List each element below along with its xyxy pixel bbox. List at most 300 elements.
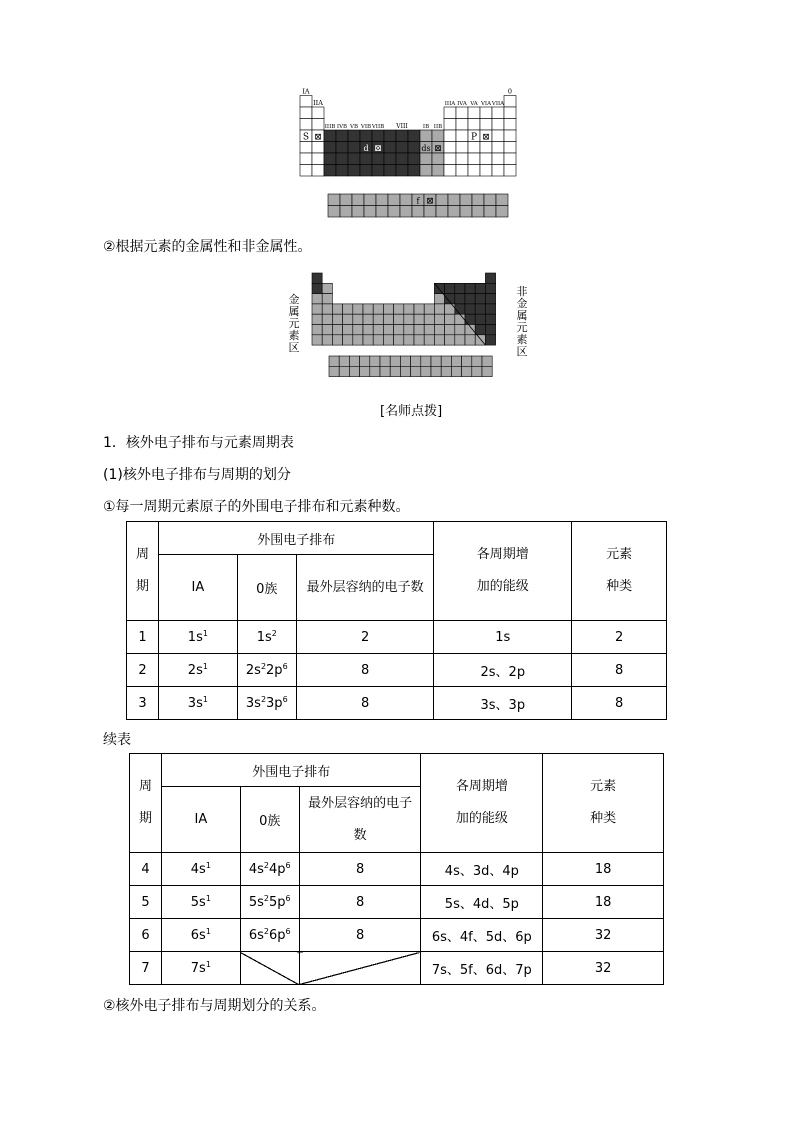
cell-p-block [492, 119, 504, 131]
cell-metal [343, 325, 353, 335]
cell-f-block [421, 366, 431, 376]
cell-p-block [492, 142, 504, 154]
cell-d-block [396, 130, 408, 142]
cell-s-block [312, 107, 324, 119]
cell-metal [424, 304, 434, 314]
cell-added-levels: 7s、5f、6d、7p [421, 952, 543, 985]
header-period: 周 期 [127, 522, 159, 621]
cell-period: 4 [130, 853, 162, 886]
cell-metal [414, 325, 424, 335]
table-intro-line: ①每一周期元素原子的外围电子排布和元素种数。 [103, 499, 410, 515]
group-label: VB [349, 124, 359, 130]
cell-f-block [376, 194, 388, 206]
cell-metal [332, 325, 342, 335]
cell-f-block [340, 206, 352, 218]
cell-metal [343, 314, 353, 324]
cell-s-block [300, 119, 312, 131]
cell-f-block [441, 366, 451, 376]
cell-zero-config [240, 952, 299, 985]
cell-f-block [329, 366, 339, 376]
cell-f-block [472, 366, 482, 376]
cell-nonmetal [485, 294, 495, 304]
cell-d-block [336, 130, 348, 142]
cell-max-electrons: 8 [296, 687, 434, 720]
cell-metal [455, 325, 465, 335]
cell-d-block [348, 165, 360, 177]
cell-zero-config: $3s^23p^6$ [237, 687, 296, 720]
cell-f-block [431, 366, 441, 376]
cell-s-block [300, 153, 312, 165]
cell-metal [434, 335, 444, 345]
group-label: IVA [457, 101, 467, 107]
cell-nonmetal [455, 304, 465, 314]
cell-p-block [456, 119, 468, 131]
cross-icon: ⊠ [426, 196, 434, 207]
cell-f-block [328, 206, 340, 218]
group-label: VIIA [491, 101, 505, 107]
cell-nonmetal [465, 304, 475, 314]
cell-period: 7 [130, 952, 162, 985]
cell-metal [322, 294, 332, 304]
cell-s-block [300, 142, 312, 154]
cell-zero-config: $4s^24p^6$ [240, 853, 299, 886]
cell-metal [434, 294, 444, 304]
cell-p-block [504, 130, 516, 142]
cell-f-block [482, 356, 492, 366]
cell-p-block [444, 165, 456, 177]
cell-f-block [400, 206, 412, 218]
cell-metal [383, 304, 393, 314]
closing-line: ②核外电子排布与周期划分的关系。 [103, 998, 326, 1014]
cell-p-block [456, 107, 468, 119]
header-outer-config: 外围电子排布 [158, 522, 434, 555]
cell-f-block [448, 206, 460, 218]
header-period: 周 期 [130, 754, 162, 853]
cell-f-block [496, 194, 508, 206]
cell-nonmetal [485, 283, 495, 293]
table-row [130, 919, 664, 952]
cell-added-levels: 4s、3d、4p [421, 853, 543, 886]
cell-d-block [384, 142, 396, 154]
cell-metal [332, 335, 342, 345]
cell-added-levels: 5s、4d、5p [421, 886, 543, 919]
cell-nonmetal [475, 314, 485, 324]
cell-f-block [388, 194, 400, 206]
cell-metal [312, 314, 322, 324]
cell-p-block [504, 96, 516, 108]
cell-nonmetal [465, 294, 475, 304]
group-label: IA [302, 87, 310, 96]
cell-f-block [376, 206, 388, 218]
cell-ds-block [432, 165, 444, 177]
cell-element-kinds: 32 [543, 952, 664, 985]
cell-s-block [312, 165, 324, 177]
metal-nonmetal-figure [288, 270, 533, 382]
cell-f-block [460, 194, 472, 206]
cell-p-block [480, 165, 492, 177]
cell-d-block [372, 130, 384, 142]
cell-metal [353, 335, 363, 345]
cell-zero-config: $6s^26p^6$ [240, 919, 299, 952]
cell-nonmetal [312, 283, 322, 293]
cell-nonmetal [445, 283, 455, 293]
cell-metal [445, 325, 455, 335]
cell-f-block [484, 206, 496, 218]
cell-p-block [456, 142, 468, 154]
cell-d-block [396, 153, 408, 165]
cell-f-block [390, 366, 400, 376]
cell-f-block [462, 366, 472, 376]
header-max-electrons: 最外层容纳的电子数 [299, 787, 421, 853]
cell-d-block [396, 142, 408, 154]
header-element-kinds: 元素 种类 [543, 754, 664, 853]
cell-metal [434, 325, 444, 335]
table-row [127, 621, 667, 654]
cell-period: 1 [127, 621, 159, 654]
cell-f-block [370, 366, 380, 376]
cross-icon: ⊠ [374, 144, 382, 154]
cell-metal [353, 325, 363, 335]
cell-max-electrons: 2 [296, 621, 434, 654]
cell-metal [312, 335, 322, 345]
cell-f-block [400, 356, 410, 366]
cell-metal [373, 304, 383, 314]
cell-p-block [492, 107, 504, 119]
cell-f-block [451, 366, 461, 376]
cell-metal [414, 335, 424, 345]
cell-f-block [472, 194, 484, 206]
cell-metal [343, 304, 353, 314]
cell-f-block [472, 206, 484, 218]
period-table-1 [126, 521, 667, 720]
cell-d-block [396, 165, 408, 177]
cell-f-block [400, 194, 412, 206]
cell-d-block [372, 165, 384, 177]
cell-metal [394, 325, 404, 335]
group-label: IIIB [324, 124, 336, 130]
cell-metal [465, 335, 475, 345]
cell-period: 6 [130, 919, 162, 952]
header-max-electrons: 最外层容纳的电子数 [296, 555, 434, 621]
cell-metal [424, 335, 434, 345]
cell-f-block [329, 356, 339, 366]
cell-p-block [468, 153, 480, 165]
cell-f-block [400, 366, 410, 376]
cell-p-block [492, 130, 504, 142]
cell-f-block [412, 206, 424, 218]
cell-f-block [360, 356, 370, 366]
tip-caption: [名师点拨] [380, 404, 443, 419]
cell-f-block [390, 356, 400, 366]
cell-d-block [384, 130, 396, 142]
cell-metal [363, 325, 373, 335]
cell-f-block [380, 356, 390, 366]
cell-metal [363, 304, 373, 314]
cell-metal [312, 294, 322, 304]
cell-p-block [468, 119, 480, 131]
cell-period: 2 [127, 654, 159, 687]
cell-nonmetal [475, 325, 485, 335]
cell-p-block [504, 142, 516, 154]
cell-nonmetal [485, 273, 495, 283]
cell-f-block [339, 356, 349, 366]
cell-d-block [336, 153, 348, 165]
cell-ds-block [432, 153, 444, 165]
cell-metal [383, 335, 393, 345]
cell-metal [373, 314, 383, 324]
cell-f-block [352, 194, 364, 206]
cell-element-kinds: 8 [572, 654, 667, 687]
cell-metal [445, 304, 455, 314]
cell-period: 3 [127, 687, 159, 720]
cell-nonmetal [475, 304, 485, 314]
cell-max-electrons: 8 [299, 919, 421, 952]
cell-p-block [492, 153, 504, 165]
cross-icon: ⊠ [482, 132, 490, 143]
cell-metal [322, 325, 332, 335]
table-row [130, 853, 664, 886]
cell-max-electrons: 8 [296, 654, 434, 687]
cross-icon: ⊠ [314, 132, 322, 143]
cell-p-block [480, 142, 492, 154]
cell-f-block [370, 356, 380, 366]
cell-element-kinds: 18 [543, 886, 664, 919]
cell-element-kinds: 32 [543, 919, 664, 952]
cell-p-block [468, 165, 480, 177]
cell-metal [445, 314, 455, 324]
cell-metal [322, 283, 332, 293]
cell-metal [332, 314, 342, 324]
cell-d-block [372, 153, 384, 165]
periodic-table-blocks-figure [295, 82, 525, 222]
cell-f-block [328, 194, 340, 206]
cell-d-block [408, 142, 420, 154]
cell-d-block [360, 165, 372, 177]
cell-p-block [504, 165, 516, 177]
periodic-blocks-svg [295, 82, 525, 222]
table-row [130, 952, 664, 985]
header-zero-group: 0族 [237, 555, 296, 621]
cell-p-block [480, 107, 492, 119]
cell-s-block [300, 107, 312, 119]
cell-metal [434, 314, 444, 324]
cell-p-block [480, 153, 492, 165]
cell-ds-block [432, 130, 444, 142]
cell-p-block [468, 142, 480, 154]
group-label: IIIA [444, 101, 456, 107]
cell-d-block [336, 142, 348, 154]
cell-nonmetal [485, 314, 495, 324]
cell-metal [394, 335, 404, 345]
cell-ia-config: $2s^1$ [158, 654, 237, 687]
cell-metal [404, 304, 414, 314]
cell-nonmetal [465, 283, 475, 293]
cell-p-block [444, 119, 456, 131]
cell-metal [373, 325, 383, 335]
cell-metal [312, 325, 322, 335]
cell-f-block [411, 366, 421, 376]
group-label: IIB [433, 124, 443, 130]
cell-s-block [300, 165, 312, 177]
cell-f-block [431, 356, 441, 366]
cell-s-block [312, 142, 324, 154]
cell-metal [455, 314, 465, 324]
cell-d-block [408, 153, 420, 165]
group-label: IB [422, 124, 430, 130]
cell-metal [383, 325, 393, 335]
cell-f-block [349, 356, 359, 366]
cell-metal [424, 314, 434, 324]
group-label: VIII [396, 123, 408, 130]
cell-nonmetal [485, 325, 495, 335]
cell-ia-config: $1s^1$ [158, 621, 237, 654]
cell-s-block [300, 96, 312, 108]
cell-d-block [324, 130, 336, 142]
cell-f-block [360, 366, 370, 376]
cell-p-block [444, 130, 456, 142]
cell-metal [404, 325, 414, 335]
header-added-levels: 各周期增 加的能级 [434, 522, 572, 621]
cell-ia-config: $5s^1$ [161, 886, 240, 919]
cell-added-levels: 2s、2p [434, 654, 572, 687]
header-element-kinds: 元素 种类 [572, 522, 667, 621]
group-label: VIB [360, 124, 372, 130]
period-table-2 [129, 753, 664, 985]
cell-metal [343, 335, 353, 345]
cell-metal [353, 304, 363, 314]
header-outer-config: 外围电子排布 [161, 754, 421, 787]
cell-f-block [436, 194, 448, 206]
cell-metal [394, 314, 404, 324]
cell-ds-block [420, 153, 432, 165]
cell-d-block [408, 130, 420, 142]
metal-nonmetal-line: ②根据元素的金属性和非金属性。 [103, 239, 312, 255]
cell-metal [394, 304, 404, 314]
metal-region-label: 金 属 元 素 区 [288, 293, 300, 354]
cell-metal [373, 335, 383, 345]
cell-p-block [456, 153, 468, 165]
cell-nonmetal [455, 283, 465, 293]
cell-nonmetal [475, 283, 485, 293]
cell-element-kinds: 18 [543, 853, 664, 886]
nonmetal-region-label: 非 金 属 元 素 区 [516, 285, 528, 358]
header-ia: ⅠA [161, 787, 240, 853]
cell-ia-config: $4s^1$ [161, 853, 240, 886]
cell-p-block [492, 165, 504, 177]
cell-zero-config: $2s^22p^6$ [237, 654, 296, 687]
cell-metal [332, 304, 342, 314]
cell-f-block [349, 366, 359, 376]
cell-max-electrons [299, 952, 421, 985]
cell-metal [424, 325, 434, 335]
cell-nonmetal [485, 304, 495, 314]
cell-f-block [436, 206, 448, 218]
cell-p-block [504, 153, 516, 165]
cell-metal [445, 335, 455, 345]
cell-metal [404, 314, 414, 324]
group-label: IVB [336, 124, 348, 130]
cell-metal [322, 335, 332, 345]
table-row [127, 654, 667, 687]
cell-nonmetal [465, 314, 475, 324]
cell-f-block [352, 206, 364, 218]
cell-added-levels: 1s [434, 621, 572, 654]
cell-nonmetal [455, 294, 465, 304]
header-added-levels: 各周期增 加的能级 [421, 754, 543, 853]
cell-metal [322, 314, 332, 324]
cell-metal [414, 304, 424, 314]
header-ia: ⅠA [158, 555, 237, 621]
cross-icon: ⊠ [434, 144, 442, 154]
cell-d-block [324, 153, 336, 165]
cell-p-block [504, 107, 516, 119]
cell-metal [363, 314, 373, 324]
cell-p-block [444, 107, 456, 119]
cell-ia-config: $7s^1$ [161, 952, 240, 985]
cell-max-electrons: 8 [299, 886, 421, 919]
cell-d-block [348, 142, 360, 154]
continued-label: 续表 [103, 732, 131, 748]
cell-d-block [348, 153, 360, 165]
cell-f-block [340, 194, 352, 206]
cell-f-block [451, 356, 461, 366]
p-block-label: P [470, 132, 478, 143]
cell-p-block [504, 119, 516, 131]
section-heading-1: 1．核外电子排布与元素周期表 [103, 435, 294, 451]
cell-p-block [480, 119, 492, 131]
cell-period: 5 [130, 886, 162, 919]
cell-d-block [336, 165, 348, 177]
cell-f-block [460, 206, 472, 218]
f-block-label: f [416, 196, 420, 206]
cell-f-block [380, 366, 390, 376]
cell-nonmetal [312, 273, 322, 283]
cell-element-kinds: 2 [572, 621, 667, 654]
cell-f-block [388, 206, 400, 218]
cell-max-electrons: 8 [299, 853, 421, 886]
ds-block-label: ds [421, 144, 431, 153]
cell-d-block [324, 142, 336, 154]
cell-f-block [421, 356, 431, 366]
section-heading-2: (1)核外电子排布与周期的划分 [103, 467, 291, 483]
cell-p-block [468, 107, 480, 119]
cell-d-block [384, 153, 396, 165]
cell-p-block [456, 130, 468, 142]
cell-f-block [441, 356, 451, 366]
cell-zero-config: $5s^25p^6$ [240, 886, 299, 919]
cell-f-block [339, 366, 349, 376]
cell-element-kinds: 8 [572, 687, 667, 720]
cell-f-block [424, 206, 436, 218]
s-block-label: S [302, 132, 310, 143]
cell-metal [322, 304, 332, 314]
cell-d-block [408, 165, 420, 177]
cell-metal [312, 304, 322, 314]
cell-ds-block [420, 130, 432, 142]
table-row [127, 687, 667, 720]
group-label: IIA [313, 99, 323, 107]
cell-zero-config: $1s^2$ [237, 621, 296, 654]
cell-metal [353, 314, 363, 324]
table-row [130, 886, 664, 919]
cell-nonmetal [475, 294, 485, 304]
metal-nonmetal-svg [288, 270, 533, 382]
cell-metal [414, 314, 424, 324]
cell-p-block [444, 142, 456, 154]
cell-d-block [360, 153, 372, 165]
cell-d-block [360, 130, 372, 142]
cell-d-block [384, 165, 396, 177]
